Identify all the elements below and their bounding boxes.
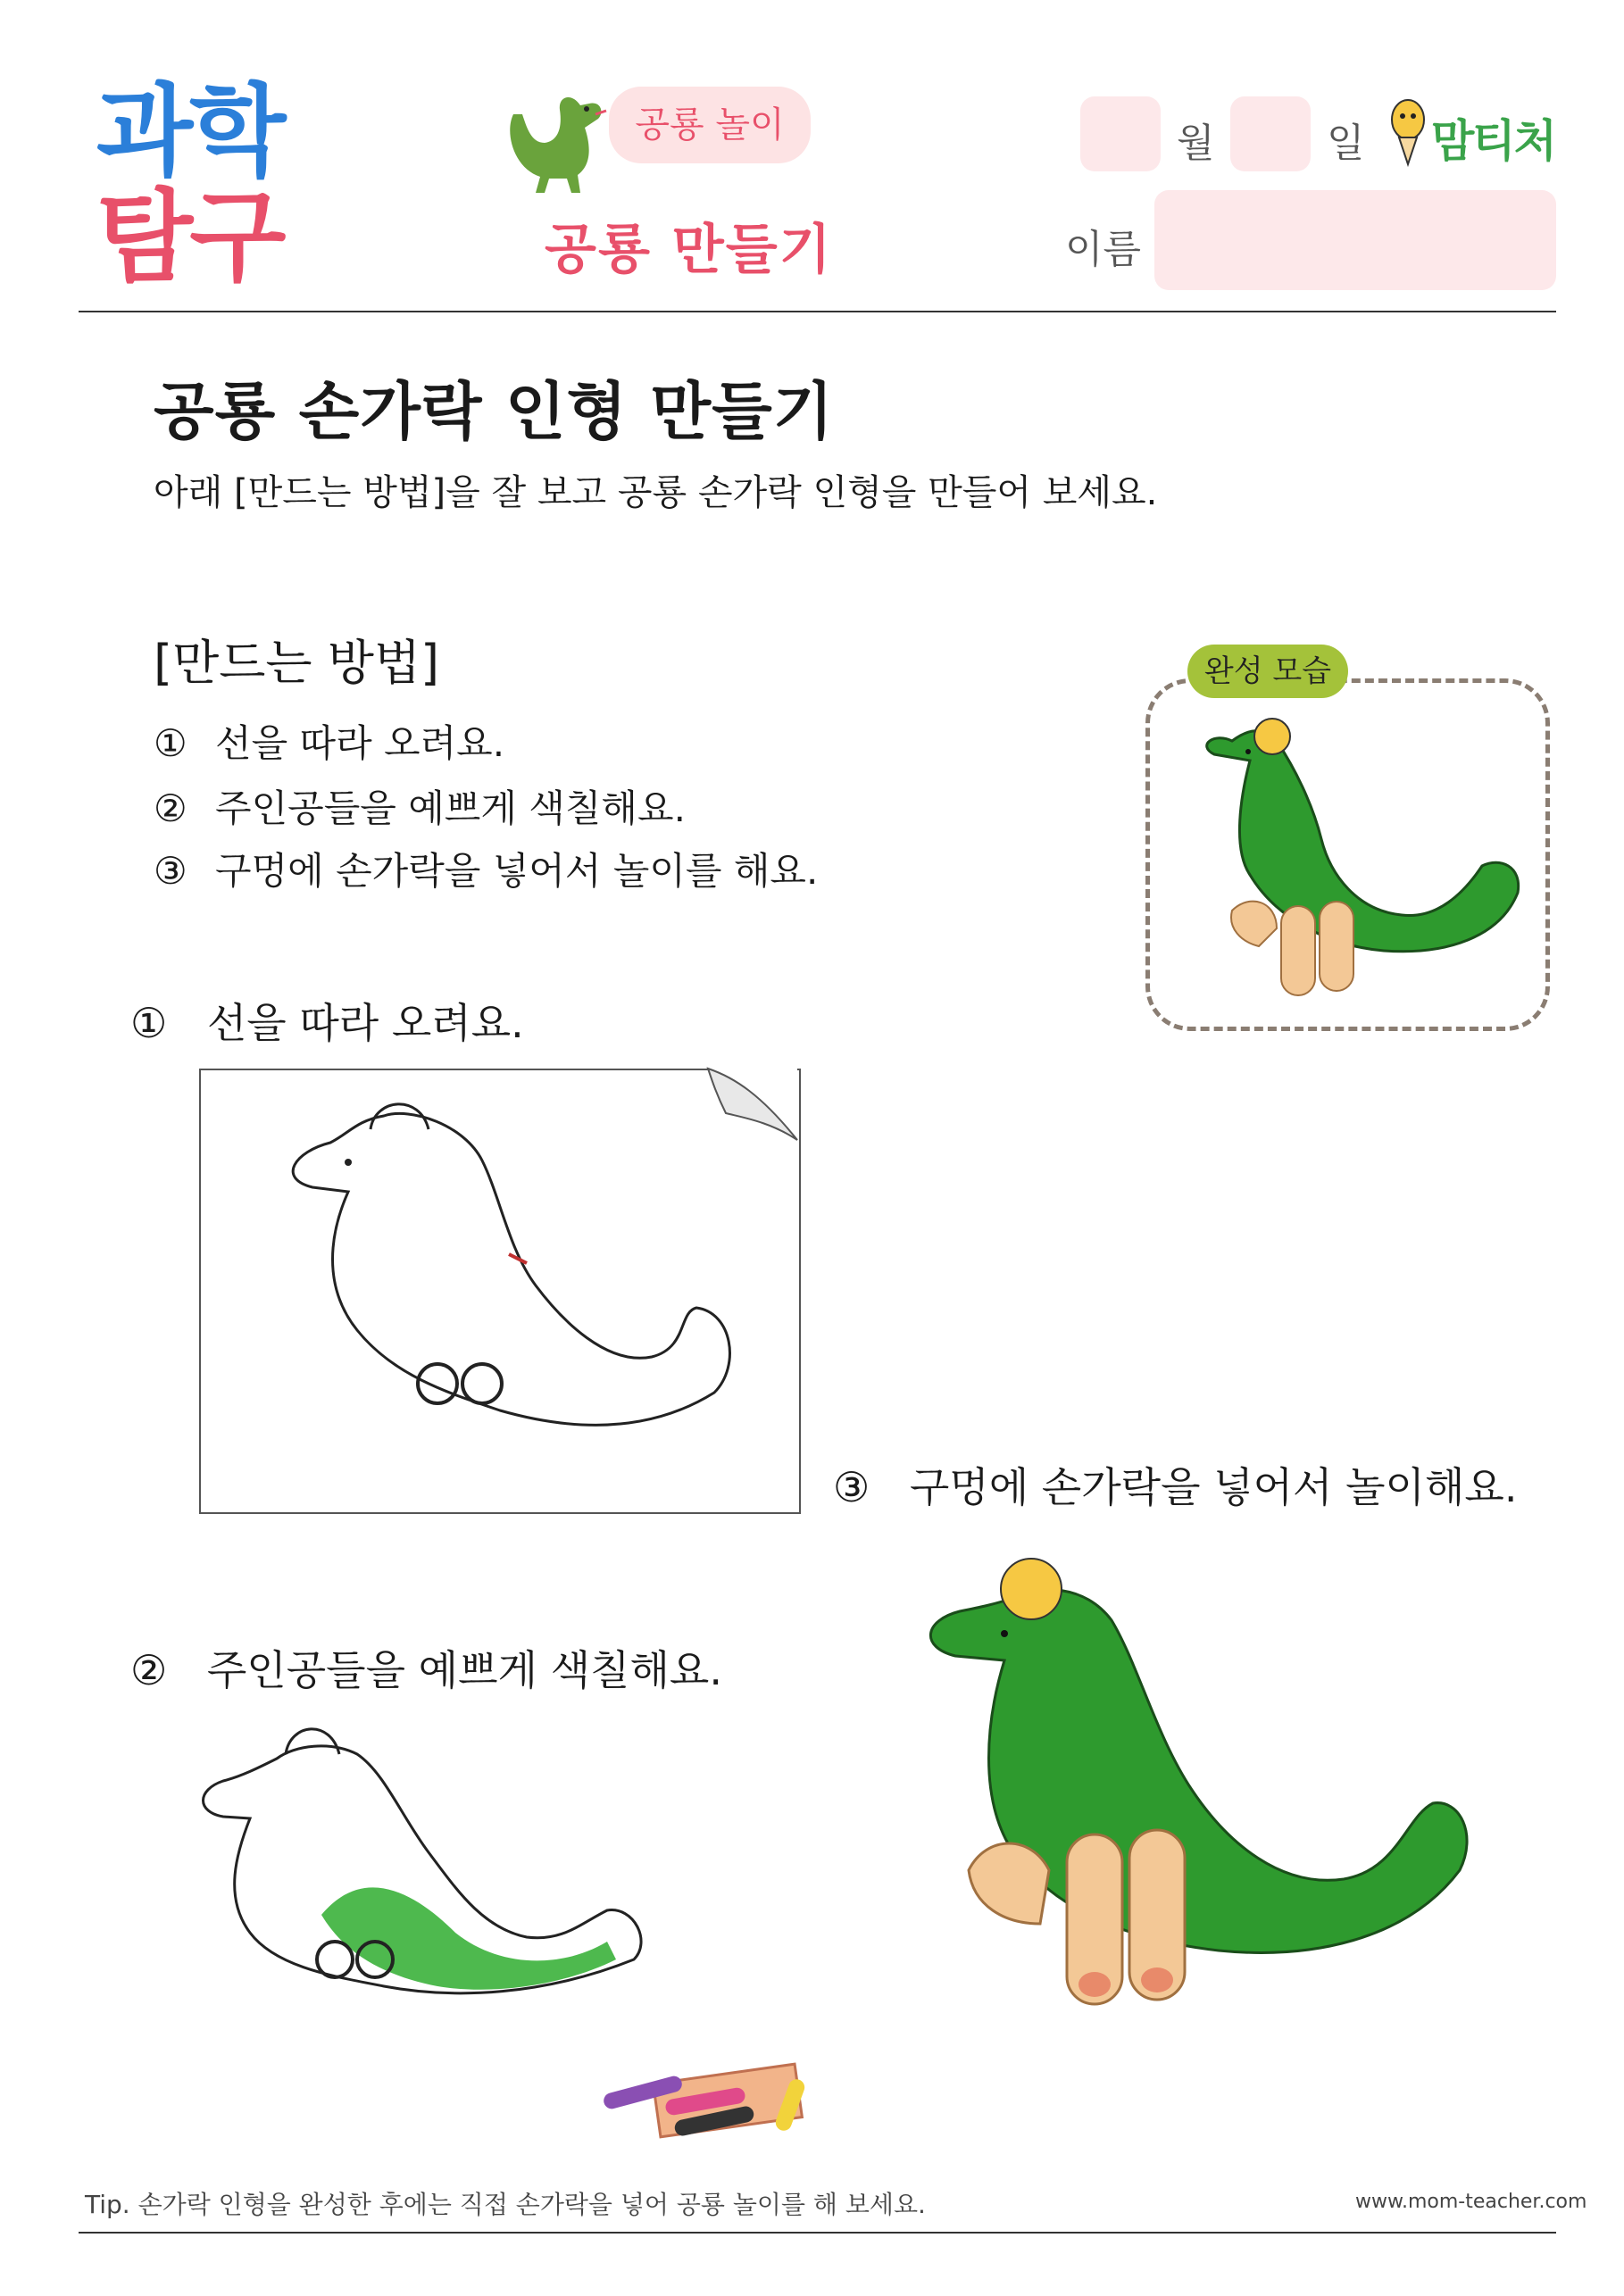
footer-url[interactable]: www.mom-teacher.com	[1355, 2191, 1587, 2213]
month-label: 월	[1177, 121, 1215, 166]
outline-dinosaur-image	[268, 1089, 750, 1482]
page-title: 공룡 손가락 인형 만들기	[154, 375, 835, 448]
finger-puppet-in-use-image	[906, 1549, 1478, 2031]
logo	[96, 74, 293, 295]
intro-text: 아래 [만드는 방법]을 잘 보고 공룡 손가락 인형을 만들어 보세요.	[154, 472, 1158, 513]
name-field[interactable]	[1154, 190, 1556, 290]
logo-bottom: 탐구	[96, 179, 283, 295]
footer-tip: Tip. 손가락 인형을 완성한 후에는 직접 손가락을 넣어 공룡 놀이를 해 보세요.	[85, 2190, 926, 2219]
step-number: ②	[154, 786, 187, 830]
method-step-2	[154, 779, 686, 833]
day-label: 일	[1327, 121, 1365, 166]
section-number: ①	[130, 999, 168, 1047]
complete-label: 완성 모습	[1187, 645, 1348, 698]
dinosaur-mascot-icon	[496, 79, 612, 195]
section-3-heading	[833, 1455, 1517, 1514]
method-heading: [만드는 방법]	[154, 635, 440, 691]
method-step-1	[154, 714, 504, 768]
page-subtitle: 공룡 만들기	[545, 219, 833, 281]
finished-dinosaur-puppet-image	[1178, 714, 1527, 1009]
crayons-image	[603, 2058, 835, 2147]
brand-logo	[1388, 96, 1567, 168]
section-number: ②	[130, 1646, 168, 1694]
logo-top: 과학	[96, 74, 283, 190]
topic-tag: 공룡 놀이	[609, 87, 811, 163]
step-number: ③	[154, 849, 187, 893]
footer-divider	[79, 2232, 1556, 2234]
name-label: 이름	[1065, 227, 1142, 272]
step-number: ①	[154, 721, 187, 765]
day-field[interactable]	[1230, 96, 1311, 171]
pencil-mascot-icon	[1388, 96, 1428, 168]
section-text: 선을 따라 오려요.	[206, 999, 524, 1047]
brand-name: 맘티처	[1431, 115, 1555, 167]
coloring-dinosaur-image	[187, 1718, 652, 2040]
section-number: ③	[833, 1463, 870, 1511]
step-text: 주인공들을 예쁘게 색칠해요.	[215, 786, 686, 830]
section-1-heading	[130, 991, 524, 1050]
section-text: 주인공들을 예쁘게 색칠해요.	[206, 1646, 722, 1694]
step-text: 구멍에 손가락을 넣어서 놀이를 해요.	[215, 849, 819, 893]
month-field[interactable]	[1080, 96, 1161, 171]
method-step-3	[154, 842, 818, 895]
step-text: 선을 따라 오려요.	[215, 721, 505, 765]
section-text: 구멍에 손가락을 넣어서 놀이해요.	[909, 1463, 1518, 1511]
section-2-heading	[130, 1638, 722, 1697]
header-divider	[79, 311, 1556, 312]
